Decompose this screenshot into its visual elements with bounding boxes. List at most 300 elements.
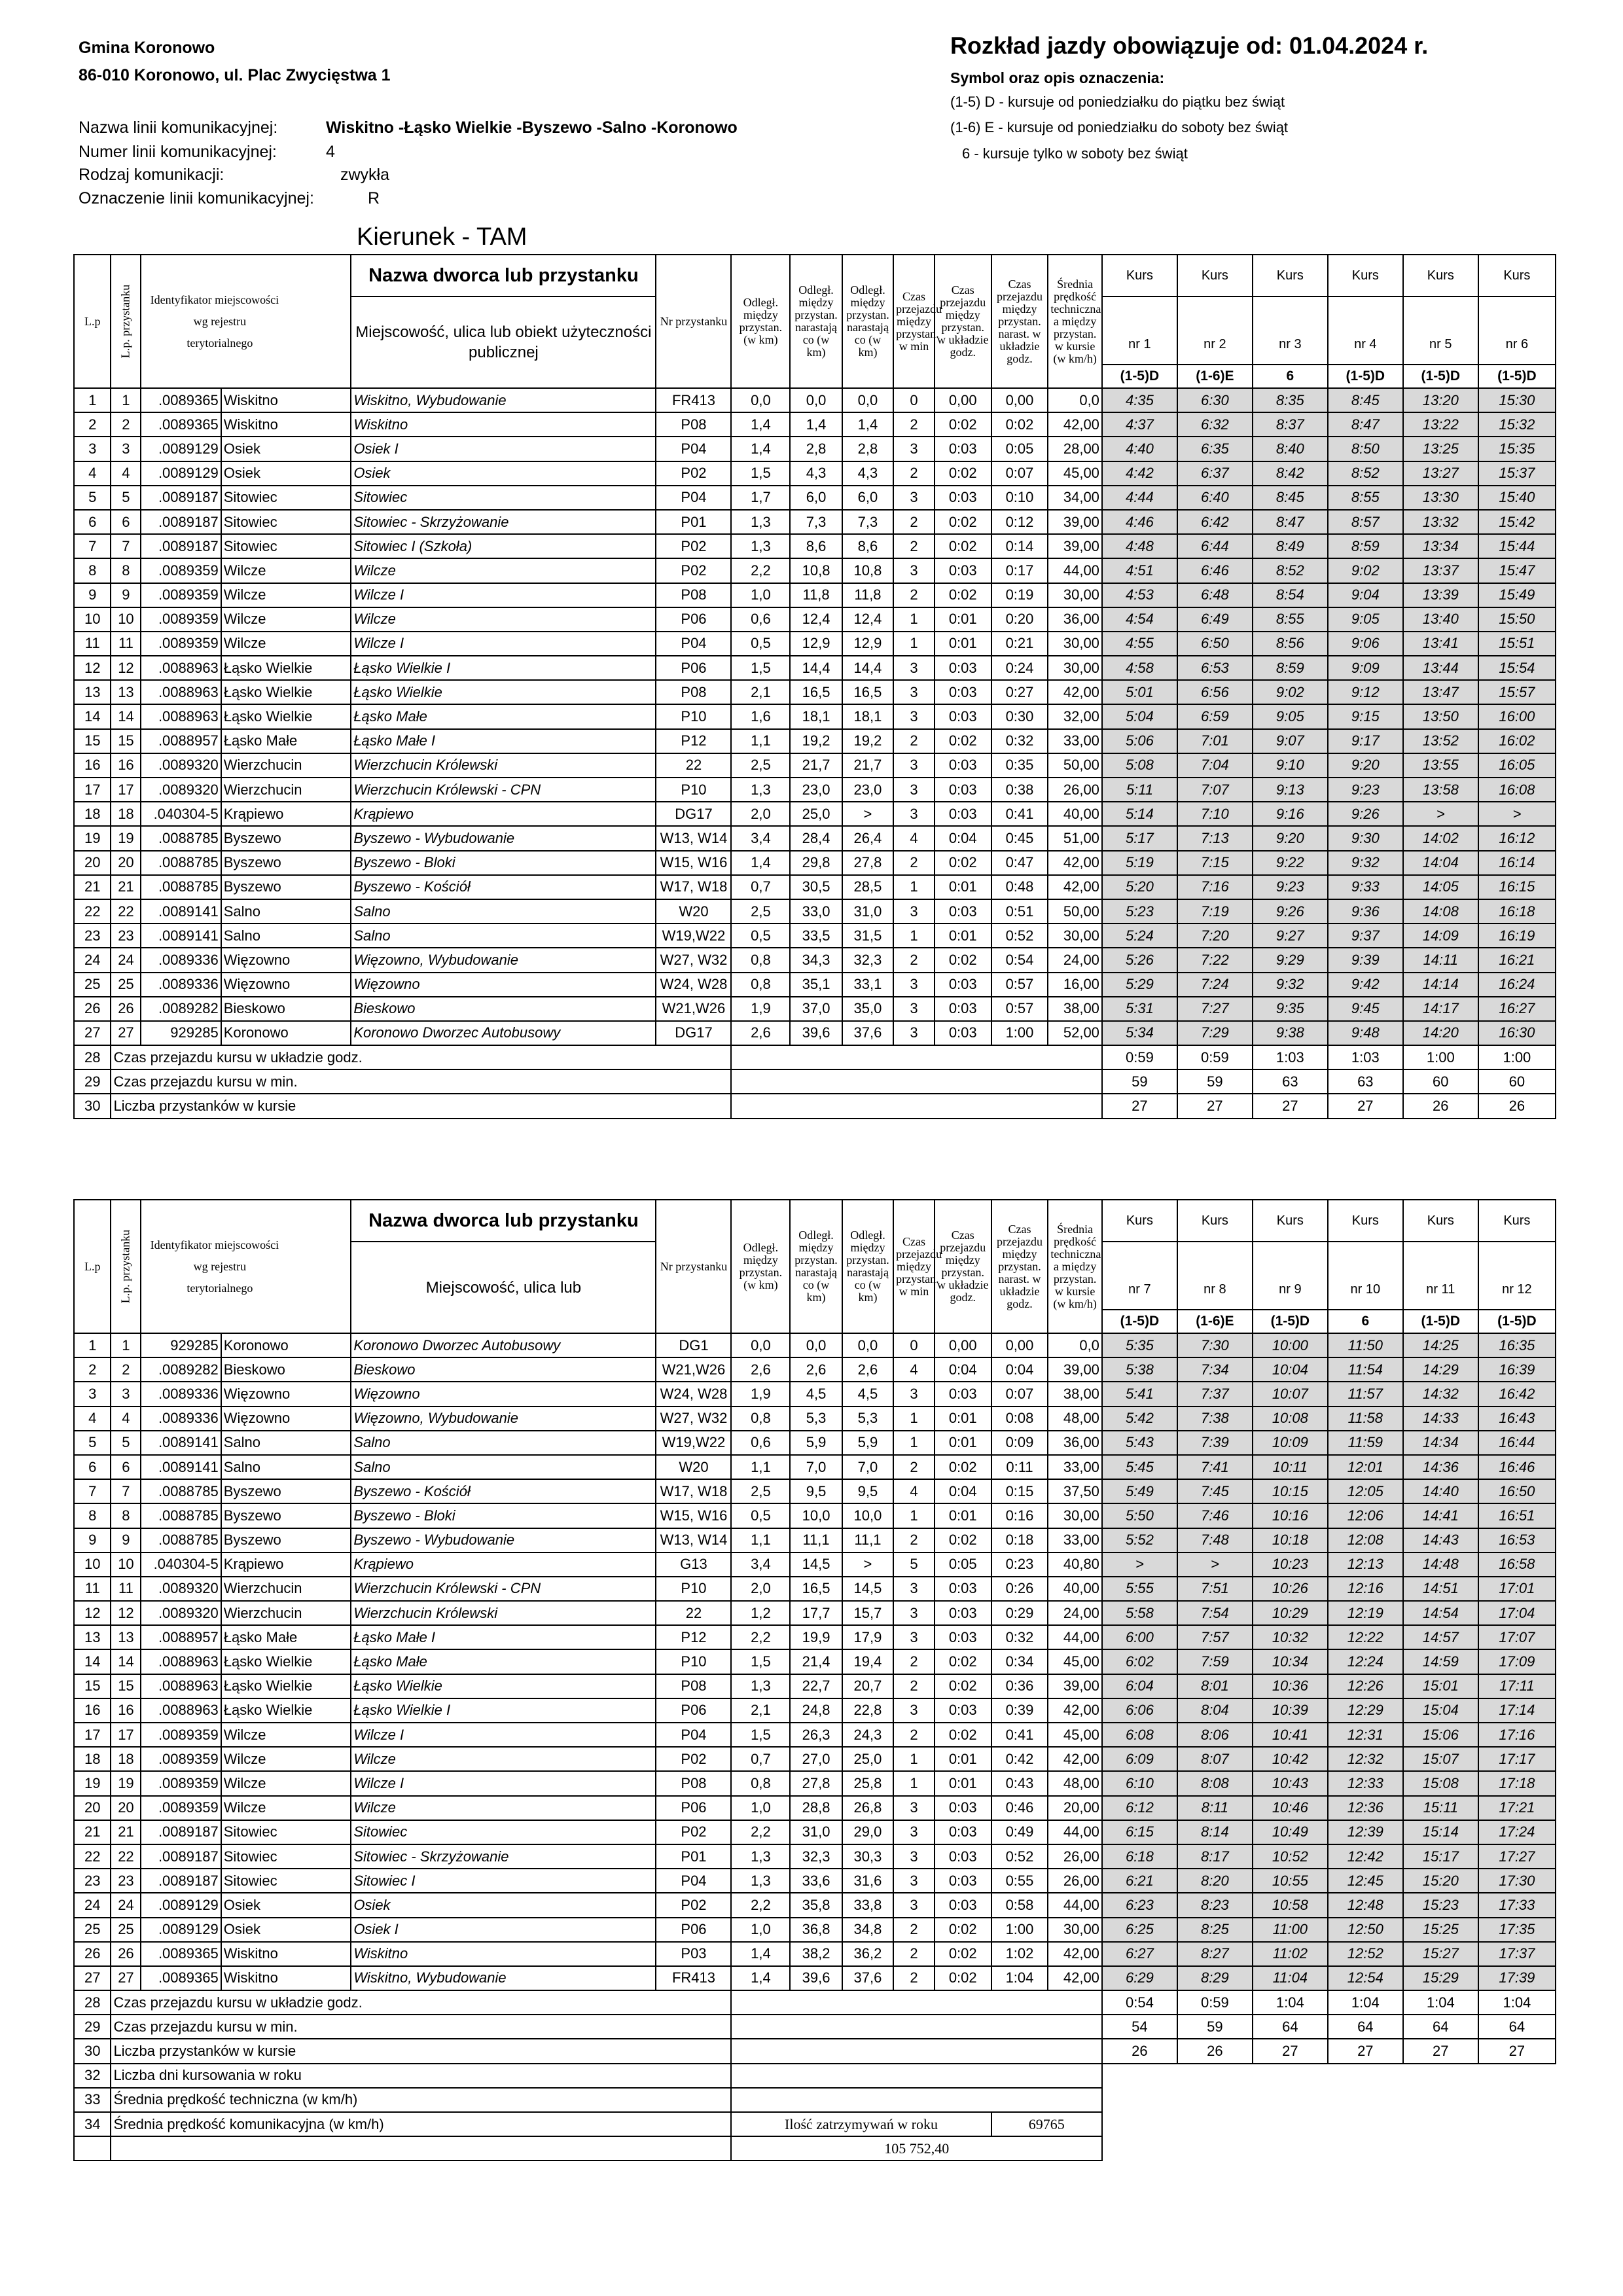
row-time-sys: 0:01	[935, 875, 991, 899]
row-lp: 27	[74, 1966, 111, 1990]
col-speed: Średnia prędkość techniczna a między przystan. w kursie (w km/h)	[1048, 255, 1102, 388]
row-time-sys: 0:03	[935, 1601, 991, 1625]
row-time-cum: 0:55	[991, 1869, 1048, 1893]
row-speed: 42,00	[1048, 851, 1102, 875]
row-dist-cum: 17,7	[790, 1601, 842, 1625]
row-dist-cum2: 25,8	[842, 1771, 893, 1795]
row-dist-cum: 19,2	[790, 729, 842, 753]
row-dist-cum2: 35,0	[842, 997, 893, 1021]
row-time-sys: 0:03	[935, 558, 991, 583]
row-time-sys: 0,00	[935, 1333, 991, 1357]
row-stop-no: W21,W26	[656, 997, 731, 1021]
departure-time: 6:25	[1102, 1918, 1177, 1942]
row-ident: .0089359	[141, 1796, 221, 1820]
row-lp: 1	[74, 388, 111, 412]
departure-time: 14:08	[1403, 899, 1478, 924]
row-dist-cum2: 16,5	[842, 680, 893, 704]
row-time: 4	[893, 826, 935, 850]
stops-per-year-label: Ilość zatrzymywań w roku	[731, 2112, 991, 2136]
departure-time: 13:50	[1403, 704, 1478, 728]
timetable-2	[73, 1199, 1556, 2161]
departure-time: 9:36	[1328, 899, 1403, 924]
row-time-cum: 0:29	[991, 1601, 1048, 1625]
table-row	[74, 1357, 1556, 1382]
departure-time: 10:09	[1253, 1431, 1328, 1455]
departure-time: 8:54	[1253, 583, 1328, 607]
row-town: Byszewo	[221, 1503, 351, 1528]
departure-time: 14:34	[1403, 1431, 1478, 1455]
departure-time: 11:02	[1253, 1942, 1328, 1966]
row-ident: 929285	[141, 1333, 221, 1357]
summary-value: 60	[1478, 1069, 1556, 1094]
row-time-sys: 0:02	[935, 534, 991, 558]
table-row	[74, 924, 1556, 948]
row-dist: 1,3	[731, 1869, 790, 1893]
departure-time: 6:32	[1177, 412, 1253, 437]
departure-time: 6:15	[1102, 1820, 1177, 1844]
row-stop-no: P06	[656, 1698, 731, 1723]
departure-time: 8:35	[1253, 388, 1328, 412]
row-dist-cum2: 30,3	[842, 1844, 893, 1869]
summary-value: 27	[1403, 2039, 1478, 2063]
departure-time: 5:11	[1102, 778, 1177, 802]
course-label: Kurs	[1177, 1200, 1253, 1242]
row-stop-no: P04	[656, 632, 731, 656]
row-dist: 0,0	[731, 388, 790, 412]
departure-time: 8:55	[1328, 486, 1403, 510]
org-name: Gmina Koronowo	[79, 39, 215, 57]
row-dist: 1,5	[731, 461, 790, 486]
row-time: 1	[893, 632, 935, 656]
row-stop-name: Łąsko Wielkie	[351, 680, 656, 704]
table-row	[74, 997, 1556, 1021]
row-ident: .0088963	[141, 1649, 221, 1674]
departure-time: 9:12	[1328, 680, 1403, 704]
row-ident: .0089187	[141, 1844, 221, 1869]
row-stop-name: Wilcze I	[351, 1723, 656, 1747]
row-speed: 44,00	[1048, 1625, 1102, 1649]
row-time-cum: 0:26	[991, 1577, 1048, 1601]
row-speed: 42,00	[1048, 875, 1102, 899]
row-lp: 5	[74, 1431, 111, 1455]
row-dist-cum: 10,0	[790, 1503, 842, 1528]
row-dist: 0,0	[731, 1333, 790, 1357]
footer-row	[74, 2136, 1556, 2161]
summary-value: 27	[1328, 2039, 1403, 2063]
row-time-sys: 0:03	[935, 753, 991, 778]
footer-lp: 33	[74, 2088, 111, 2112]
row-dist-cum2: >	[842, 1552, 893, 1577]
departure-time: 15:51	[1478, 632, 1556, 656]
row-stop-no: 22	[656, 753, 731, 778]
course-nr: nr 11	[1403, 1242, 1478, 1310]
row-lp: 10	[74, 1552, 111, 1577]
departure-time: 15:37	[1478, 461, 1556, 486]
row-time-sys: 0:02	[935, 1649, 991, 1674]
row-dist-cum: 2,6	[790, 1357, 842, 1382]
row-ident: .0089129	[141, 437, 221, 461]
col-time-sys: Czas przejazdu między przystan. w układzie godz.	[935, 255, 991, 388]
course-nr: nr 1	[1102, 296, 1177, 365]
table-row	[74, 729, 1556, 753]
row-dist-cum2: 34,8	[842, 1918, 893, 1942]
departure-time: 6:56	[1177, 680, 1253, 704]
row-time-sys: 0,00	[935, 388, 991, 412]
row-speed: 34,00	[1048, 486, 1102, 510]
departure-time: 5:38	[1102, 1357, 1177, 1382]
row-stop-name: Wiskitno	[351, 1942, 656, 1966]
row-time-cum: 0:10	[991, 486, 1048, 510]
row-stop-name: Sitowiec I (Szkoła)	[351, 534, 656, 558]
departure-time: 10:26	[1253, 1577, 1328, 1601]
row-dist: 2,2	[731, 1625, 790, 1649]
row-dist: 1,3	[731, 1844, 790, 1869]
row-dist-cum: 18,1	[790, 704, 842, 728]
departure-time: 10:36	[1253, 1674, 1328, 1698]
departure-time: 8:45	[1253, 486, 1328, 510]
row-stop-no: P01	[656, 510, 731, 534]
departure-time: 10:00	[1253, 1333, 1328, 1357]
departure-time: 11:54	[1328, 1357, 1403, 1382]
row-speed: 42,00	[1048, 412, 1102, 437]
row-dist-cum: 14,4	[790, 656, 842, 680]
table-row	[74, 388, 1556, 412]
row-dist-cum: 28,4	[790, 826, 842, 850]
summary-value: 0:59	[1177, 1990, 1253, 2015]
line-designation-row	[79, 187, 380, 209]
row-town: Wierzchucin	[221, 753, 351, 778]
row-lp: 10	[74, 607, 111, 632]
table-row	[74, 1333, 1556, 1357]
row-dist-cum2: 14,5	[842, 1577, 893, 1601]
table-row	[74, 851, 1556, 875]
row-stop-name: Wierzchucin Królewski - CPN	[351, 778, 656, 802]
summary-lp: 29	[74, 2015, 111, 2039]
row-dist-cum2: 9,5	[842, 1479, 893, 1503]
row-time: 2	[893, 510, 935, 534]
row-lp: 5	[74, 486, 111, 510]
row-time-sys: 0:04	[935, 1357, 991, 1382]
row-dist-cum: 5,3	[790, 1407, 842, 1431]
row-lp: 25	[74, 973, 111, 997]
departure-time: 7:19	[1177, 899, 1253, 924]
summary-value: 27	[1478, 2039, 1556, 2063]
row-dist: 1,3	[731, 778, 790, 802]
summary-value: 59	[1102, 1069, 1177, 1094]
row-time-cum: 0:18	[991, 1528, 1048, 1552]
departure-time: >	[1478, 802, 1556, 826]
row-stop-no: P10	[656, 1649, 731, 1674]
table-row	[74, 1528, 1556, 1552]
row-stop-name: Krąpiewo	[351, 1552, 656, 1577]
departure-time: 14:59	[1403, 1649, 1478, 1674]
departure-time: 16:21	[1478, 948, 1556, 972]
departure-time: 4:55	[1102, 632, 1177, 656]
row-speed: 39,00	[1048, 510, 1102, 534]
row-speed: 30,00	[1048, 583, 1102, 607]
departure-time: 16:44	[1478, 1431, 1556, 1455]
row-lp: 12	[74, 656, 111, 680]
course-nr: nr 10	[1328, 1242, 1403, 1310]
row-dist-cum: 38,2	[790, 1942, 842, 1966]
row-ident: .0088963	[141, 1698, 221, 1723]
row-stop-no: W21,W26	[656, 1357, 731, 1382]
departure-time: 9:32	[1328, 851, 1403, 875]
table-row	[74, 899, 1556, 924]
row-lp: 26	[74, 1942, 111, 1966]
row-dist-cum: 16,5	[790, 1577, 842, 1601]
departure-time: 15:44	[1478, 534, 1556, 558]
row-stop-no: P08	[656, 1771, 731, 1795]
row-dist-cum2: 12,4	[842, 607, 893, 632]
table-row	[74, 1503, 1556, 1528]
departure-time: 13:40	[1403, 607, 1478, 632]
departure-time: 12:39	[1328, 1820, 1403, 1844]
departure-time: 8:06	[1177, 1723, 1253, 1747]
row-dist-cum2: 19,4	[842, 1649, 893, 1674]
departure-time: 8:40	[1253, 437, 1328, 461]
row-stop-lp: 14	[111, 704, 141, 728]
symbol-2: (1-6) E - kursuje od poniedziałku do soboty bez świąt	[950, 119, 1289, 135]
course-label: Kurs	[1253, 1200, 1328, 1242]
departure-time: 9:05	[1328, 607, 1403, 632]
row-town: Wilcze	[221, 1747, 351, 1771]
row-town: Wiskitno	[221, 388, 351, 412]
row-stop-name: Bieskowo	[351, 997, 656, 1021]
departure-time: 5:08	[1102, 753, 1177, 778]
departure-time: 13:34	[1403, 534, 1478, 558]
departure-time: 5:35	[1102, 1333, 1177, 1357]
row-speed: 52,00	[1048, 1021, 1102, 1045]
departure-time: 7:20	[1177, 924, 1253, 948]
col-time-cum: Czas przejazdu między przystan. narast. w układzie godz.	[991, 255, 1048, 388]
row-dist-cum: 24,8	[790, 1698, 842, 1723]
row-dist-cum: 33,5	[790, 924, 842, 948]
departure-time: 10:32	[1253, 1625, 1328, 1649]
departure-time: 15:27	[1403, 1942, 1478, 1966]
row-stop-name: Byszewo - Wybudowanie	[351, 1528, 656, 1552]
departure-time: 9:30	[1328, 826, 1403, 850]
row-dist: 2,0	[731, 1577, 790, 1601]
course-code: (1-5)D	[1253, 1310, 1328, 1333]
row-dist: 1,1	[731, 729, 790, 753]
departure-time: 6:44	[1177, 534, 1253, 558]
row-dist-cum2: 4,5	[842, 1382, 893, 1406]
row-lp: 20	[74, 851, 111, 875]
row-stop-lp: 27	[111, 1021, 141, 1045]
departure-time: 7:24	[1177, 973, 1253, 997]
table-row	[74, 704, 1556, 728]
departure-time: 17:27	[1478, 1844, 1556, 1869]
departure-time: 9:17	[1328, 729, 1403, 753]
row-stop-no: 22	[656, 1601, 731, 1625]
row-dist: 2,5	[731, 1479, 790, 1503]
row-time: 3	[893, 1021, 935, 1045]
row-ident: .0089187	[141, 1820, 221, 1844]
course-code: (1-5)D	[1328, 365, 1403, 388]
row-stop-lp: 25	[111, 973, 141, 997]
row-stop-name: Więzowno, Wybudowanie	[351, 1407, 656, 1431]
row-lp: 14	[74, 704, 111, 728]
col-time-cum: Czas przejazdu między przystan. narast. w układzie godz.	[991, 1200, 1048, 1333]
departure-time: 16:00	[1478, 704, 1556, 728]
departure-time: 14:51	[1403, 1577, 1478, 1601]
departure-time: 7:07	[1177, 778, 1253, 802]
summary-row	[74, 1069, 1556, 1094]
departure-time: 14:14	[1403, 973, 1478, 997]
departure-time: 7:16	[1177, 875, 1253, 899]
row-time-cum: 0:52	[991, 924, 1048, 948]
row-dist: 1,0	[731, 1796, 790, 1820]
row-speed: 33,00	[1048, 1455, 1102, 1479]
departure-time: 7:48	[1177, 1528, 1253, 1552]
row-lp: 24	[74, 948, 111, 972]
row-town: Salno	[221, 1455, 351, 1479]
row-town: Koronowo	[221, 1333, 351, 1357]
summary-value: 64	[1328, 2015, 1403, 2039]
row-dist: 1,0	[731, 1918, 790, 1942]
row-time-sys: 0:03	[935, 1796, 991, 1820]
row-time-cum: 0:48	[991, 875, 1048, 899]
summary-value: 1:04	[1403, 1990, 1478, 2015]
row-lp: 17	[74, 778, 111, 802]
row-dist-cum: 9,5	[790, 1479, 842, 1503]
row-time-cum: 0:07	[991, 461, 1048, 486]
table-row	[74, 412, 1556, 437]
row-lp: 11	[74, 1577, 111, 1601]
row-time-cum: 0:54	[991, 948, 1048, 972]
row-time-cum: 0:08	[991, 1407, 1048, 1431]
departure-time: 12:42	[1328, 1844, 1403, 1869]
departure-time: 17:04	[1478, 1601, 1556, 1625]
row-time: 3	[893, 1869, 935, 1893]
row-speed: 44,00	[1048, 1820, 1102, 1844]
row-ident: .0089282	[141, 997, 221, 1021]
row-time-cum: 0:24	[991, 656, 1048, 680]
row-dist-cum: 29,8	[790, 851, 842, 875]
timetable-2-head	[74, 1200, 1556, 1333]
row-dist-cum2: 7,0	[842, 1455, 893, 1479]
departure-time: 9:22	[1253, 851, 1328, 875]
row-dist: 1,5	[731, 1649, 790, 1674]
row-time: 0	[893, 1333, 935, 1357]
summary-value: 1:03	[1253, 1045, 1328, 1069]
timetable-1-body	[74, 388, 1556, 1119]
row-time: 2	[893, 1918, 935, 1942]
departure-time: 5:14	[1102, 802, 1177, 826]
timetable-1	[73, 254, 1556, 1119]
departure-time: 14:33	[1403, 1407, 1478, 1431]
row-time-cum: 0:04	[991, 1357, 1048, 1382]
departure-time: 15:29	[1403, 1966, 1478, 1990]
row-stop-name: Byszewo - Kościół	[351, 875, 656, 899]
row-dist: 2,2	[731, 1820, 790, 1844]
departure-time: 4:46	[1102, 510, 1177, 534]
departure-time: 5:55	[1102, 1577, 1177, 1601]
row-dist-cum2: 37,6	[842, 1021, 893, 1045]
departure-time: 12:50	[1328, 1918, 1403, 1942]
row-dist: 2,5	[731, 753, 790, 778]
departure-time: 9:15	[1328, 704, 1403, 728]
row-stop-lp: 26	[111, 997, 141, 1021]
row-stop-lp: 4	[111, 1407, 141, 1431]
departure-time: 12:16	[1328, 1577, 1403, 1601]
row-time-sys: 0:04	[935, 826, 991, 850]
col-dist-cum: Odległ. między przystan. narastają co (w km)	[790, 255, 842, 388]
table-row	[74, 1021, 1556, 1045]
row-time-cum: 0:41	[991, 802, 1048, 826]
course-label: Kurs	[1253, 255, 1328, 296]
row-stop-name: Więzowno	[351, 973, 656, 997]
table-row	[74, 656, 1556, 680]
departure-time: 16:42	[1478, 1382, 1556, 1406]
departure-time: 17:37	[1478, 1942, 1556, 1966]
row-stop-no: P06	[656, 1918, 731, 1942]
footer-label	[111, 2136, 731, 2161]
footer-lp	[74, 2136, 111, 2161]
row-town: Osiek	[221, 437, 351, 461]
row-town: Wierzchucin	[221, 1577, 351, 1601]
row-time: 3	[893, 680, 935, 704]
departure-time: 9:33	[1328, 875, 1403, 899]
row-dist-cum: 8,6	[790, 534, 842, 558]
row-dist: 2,0	[731, 802, 790, 826]
row-stop-no: P06	[656, 656, 731, 680]
row-dist-cum: 7,0	[790, 1455, 842, 1479]
departure-time: 17:33	[1478, 1893, 1556, 1917]
row-town: Salno	[221, 899, 351, 924]
row-speed: 42,00	[1048, 1747, 1102, 1771]
summary-empty	[731, 1069, 1101, 1094]
row-lp: 13	[74, 1625, 111, 1649]
departure-time: 15:04	[1403, 1698, 1478, 1723]
departure-time: 9:02	[1253, 680, 1328, 704]
row-ident: .0089282	[141, 1357, 221, 1382]
departure-time: 5:01	[1102, 680, 1177, 704]
row-dist-cum: 37,0	[790, 997, 842, 1021]
row-stop-lp: 7	[111, 534, 141, 558]
departure-time: 5:20	[1102, 875, 1177, 899]
row-dist: 3,4	[731, 1552, 790, 1577]
row-dist-cum2: 4,3	[842, 461, 893, 486]
departure-time: 11:00	[1253, 1918, 1328, 1942]
departure-time: 15:47	[1478, 558, 1556, 583]
row-town: Więzowno	[221, 1407, 351, 1431]
row-stop-no: P08	[656, 412, 731, 437]
row-stop-no: W24, W28	[656, 973, 731, 997]
route-name: Wiskitno -Łąsko Wielkie -Byszewo -Salno -Koronowo	[326, 118, 738, 137]
summary-label: Czas przejazdu kursu w układzie godz.	[111, 1045, 731, 1069]
row-stop-no: W27, W32	[656, 1407, 731, 1431]
row-time: 3	[893, 899, 935, 924]
table-row	[74, 802, 1556, 826]
row-speed: 50,00	[1048, 753, 1102, 778]
row-speed: 30,00	[1048, 632, 1102, 656]
departure-time: 12:32	[1328, 1747, 1403, 1771]
summary-value: 0:54	[1102, 1990, 1177, 2015]
departure-time: 6:49	[1177, 607, 1253, 632]
row-town: Sitowiec	[221, 534, 351, 558]
row-stop-name: Sitowiec - Skrzyżowanie	[351, 510, 656, 534]
departure-time: 12:08	[1328, 1528, 1403, 1552]
footer-label: Liczba dni kursowania w roku	[111, 2064, 731, 2088]
row-time-sys: 0:03	[935, 437, 991, 461]
summary-value: 27	[1102, 1094, 1177, 1118]
departure-time: 9:02	[1328, 558, 1403, 583]
departure-time: 5:43	[1102, 1431, 1177, 1455]
row-town: Łąsko Wielkie	[221, 680, 351, 704]
row-ident: .0088785	[141, 826, 221, 850]
